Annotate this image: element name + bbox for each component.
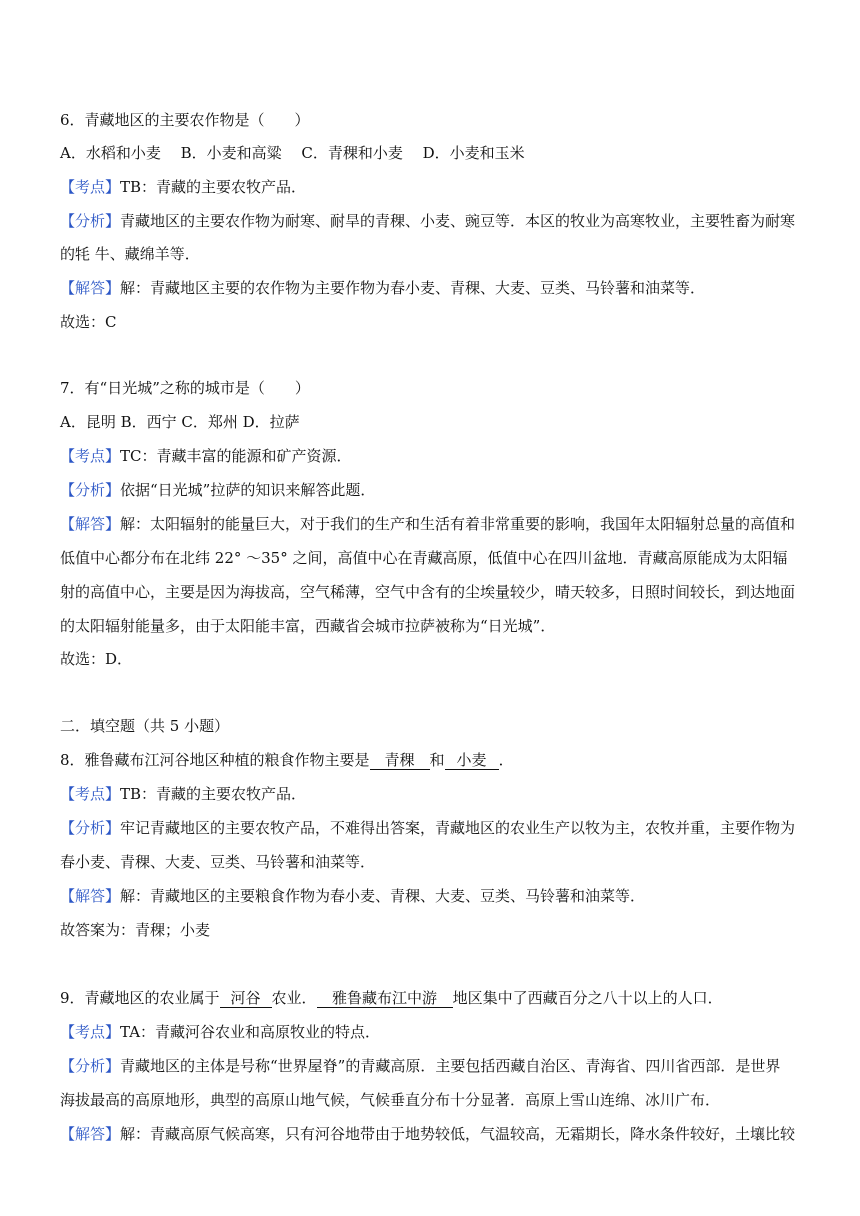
q9-blank-2: 雅鲁藏布江中游 bbox=[317, 989, 453, 1008]
q9-kaodian bbox=[60, 1022, 812, 1042]
fenxi-tag: 【分析】 bbox=[60, 481, 121, 499]
q8-jieda bbox=[60, 886, 812, 906]
q9-jieda bbox=[60, 1124, 812, 1144]
q6-kaodian bbox=[60, 177, 812, 197]
kaodian-tag: 【考点】 bbox=[60, 785, 121, 803]
jieda-tag: 【解答】 bbox=[60, 515, 121, 533]
kaodian-text: TC：青藏丰富的能源和矿产资源． bbox=[120, 447, 352, 465]
kaodian-tag: 【考点】 bbox=[60, 1023, 121, 1041]
jieda-text: 解：青藏地区的主要粮食作物为春小麦、青稞、大麦、豆类、马铃薯和油菜等． bbox=[120, 887, 646, 905]
q6-options: A．水稻和小麦 B．小麦和高粱 C．青稞和小麦 D．小麦和玉米 bbox=[60, 144, 525, 162]
q9-stem-part-a: 9．青藏地区的农业属于 bbox=[60, 989, 220, 1007]
q8-stem-part-b: 和 bbox=[429, 751, 445, 769]
q7-stem: 7．有“日光城”之称的城市是（ ） bbox=[60, 379, 310, 397]
q8-blank-2: 小麦 bbox=[445, 751, 499, 770]
q9-stem bbox=[60, 988, 812, 1008]
q6-jieda bbox=[60, 278, 812, 298]
q7-jieda-cont-2: 射的高值中心，主要是因为海拔高，空气稀薄，空气中含有的尘埃量较少，晴天较多，日照时间较长，到达地面 bbox=[60, 583, 796, 601]
q7-jieda bbox=[60, 514, 812, 534]
section-heading: 二．填空题（共 5 小题） bbox=[60, 717, 230, 735]
fenxi-text: 牢记青藏地区的主要农牧产品，不难得出答案，青藏地区的农业生产以牧为主，农牧并重，主要作物为 bbox=[120, 819, 796, 837]
kaodian-text: TB：青藏的主要农牧产品． bbox=[120, 785, 307, 803]
jieda-text: 解：太阳辐射的能量巨大，对于我们的生产和生活有着非常重要的影响，我国年太阳辐射总量的高值和 bbox=[120, 515, 796, 533]
q7-jieda-cont-1: 低值中心都分布在北纬 22° ～35° 之间，高值中心在青藏高原，低值中心在四川盆地．青藏高原能成为太阳辐 bbox=[60, 549, 788, 567]
kaodian-text: TB：青藏的主要农牧产品． bbox=[120, 178, 307, 196]
fenxi-text: 青藏地区的主要农作物为耐寒、耐旱的青稞、小麦、豌豆等．本区的牧业为高寒牧业，主要牲畜为耐寒 bbox=[120, 212, 796, 230]
q8-stem-part-a: 8．雅鲁藏布江河谷地区种植的粮食作物主要是 bbox=[60, 751, 370, 769]
q7-kaodian bbox=[60, 446, 812, 466]
q9-blank-1: 河谷 bbox=[220, 989, 272, 1008]
fenxi-tag: 【分析】 bbox=[60, 819, 121, 837]
q9-stem-part-b: 农业． bbox=[271, 989, 317, 1007]
fenxi-text: 依据“日光城”拉萨的知识来解答此题． bbox=[120, 481, 376, 499]
q8-fenxi-cont: 春小麦、青稞、大麦、豆类、马铃薯和油菜等． bbox=[60, 853, 376, 871]
q6-answer: 故选：C bbox=[60, 313, 117, 331]
jieda-text: 解：青藏地区主要的农作物为主要作物为春小麦、青稞、大麦、豆类、马铃薯和油菜等． bbox=[120, 279, 706, 297]
jieda-text: 解：青藏高原气候高寒，只有河谷地带由于地势较低，气温较高，无霜期长，降水条件较好，土壤比较 bbox=[120, 1125, 796, 1143]
fenxi-tag: 【分析】 bbox=[60, 212, 121, 230]
q9-fenxi bbox=[60, 1056, 812, 1076]
q9-stem-part-c: 地区集中了西藏百分之八十以上的人口． bbox=[452, 989, 723, 1007]
q6-fenxi-cont: 的牦 牛、藏绵羊等． bbox=[60, 245, 200, 263]
kaodian-tag: 【考点】 bbox=[60, 178, 121, 196]
q7-options: A．昆明 B．西宁 C．郑州 D．拉萨 bbox=[60, 413, 300, 431]
q7-jieda-cont-3: 的太阳辐射能量多，由于太阳能丰富，西藏省会城市拉萨被称为“日光城”． bbox=[60, 617, 556, 635]
kaodian-text: TA：青藏河谷农业和高原牧业的特点． bbox=[120, 1023, 381, 1041]
q6-fenxi bbox=[60, 211, 812, 231]
q8-kaodian bbox=[60, 784, 812, 804]
q8-stem bbox=[60, 750, 812, 770]
q6-stem: 6．青藏地区的主要农作物是（ ） bbox=[60, 111, 310, 129]
jieda-tag: 【解答】 bbox=[60, 279, 121, 297]
q8-answer: 故答案为：青稞；小麦 bbox=[60, 921, 211, 939]
q8-blank-1: 青稞 bbox=[370, 751, 430, 770]
q7-fenxi bbox=[60, 480, 812, 500]
q8-stem-part-c: ． bbox=[498, 751, 514, 769]
kaodian-tag: 【考点】 bbox=[60, 447, 121, 465]
q9-fenxi-cont: 海拔最高的高原地形，典型的高原山地气候，气候垂直分布十分显著．高原上雪山连绵、冰川广布． bbox=[60, 1091, 721, 1109]
fenxi-text: 青藏地区的主体是号称“世界屋脊”的青藏高原．主要包括西藏自治区、青海省、四川省西部．是世界 bbox=[120, 1057, 781, 1075]
fenxi-tag: 【分析】 bbox=[60, 1057, 121, 1075]
q8-fenxi bbox=[60, 818, 812, 838]
q7-answer: 故选：D． bbox=[60, 650, 133, 668]
jieda-tag: 【解答】 bbox=[60, 1125, 121, 1143]
jieda-tag: 【解答】 bbox=[60, 887, 121, 905]
